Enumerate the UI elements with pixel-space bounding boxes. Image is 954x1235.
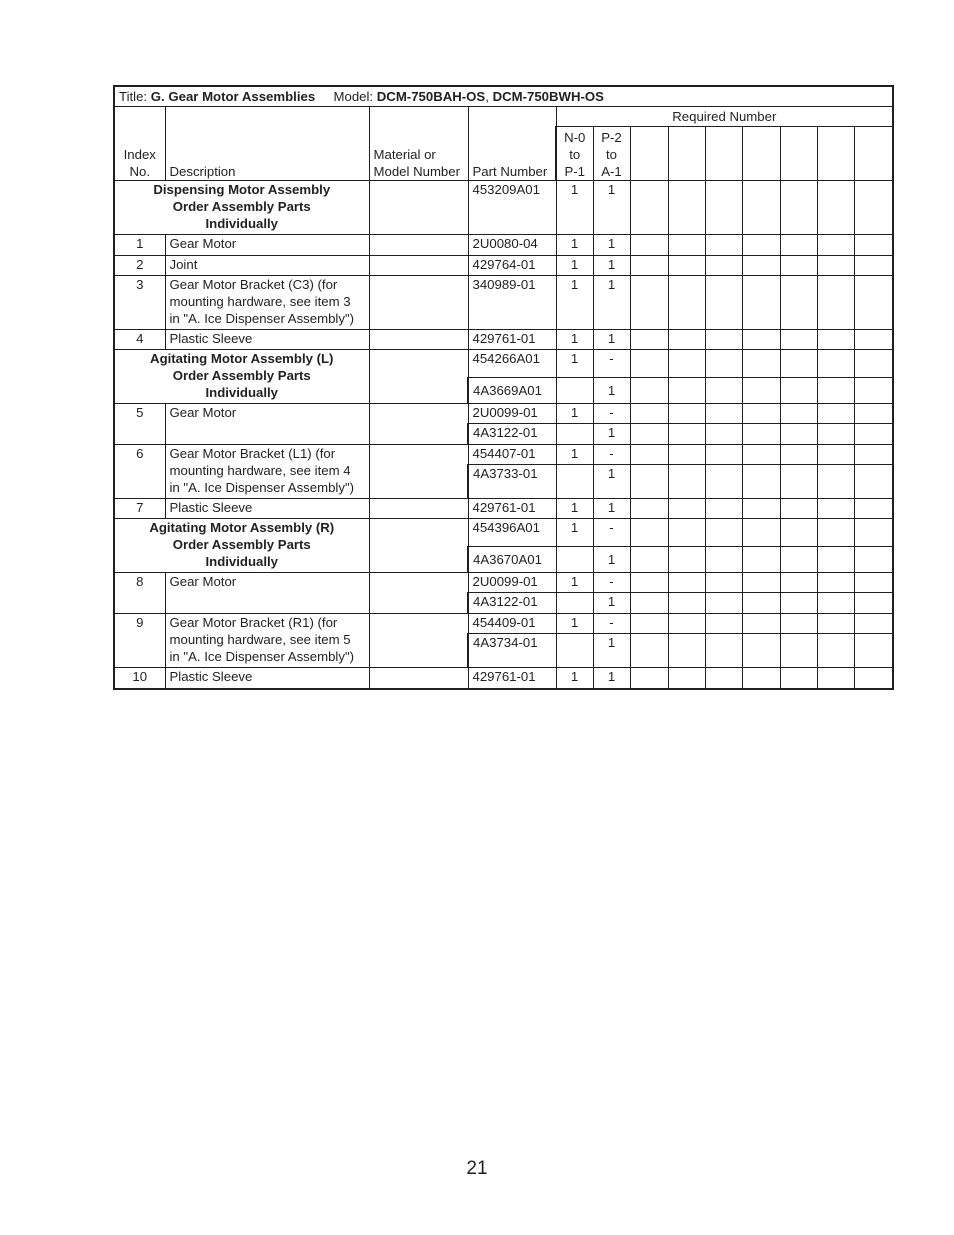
- item-index: 7: [114, 499, 165, 519]
- table-cell: [668, 547, 705, 573]
- table-cell: [705, 465, 742, 499]
- table-cell: [817, 181, 854, 235]
- model-separator: ,: [485, 89, 489, 104]
- cell-text-line: Gear Motor Bracket (R1) (for: [169, 615, 338, 630]
- cell-text-line: No.: [129, 164, 151, 179]
- table-cell: [742, 547, 780, 573]
- table-cell: [630, 404, 668, 424]
- table-cell: [780, 573, 817, 593]
- table-cell: [817, 404, 854, 424]
- table-row: [114, 330, 893, 350]
- table-cell: [630, 256, 668, 276]
- table-cell: [369, 499, 468, 519]
- table-cell: [369, 276, 468, 330]
- item-description: Plastic Sleeve: [165, 330, 369, 350]
- table-cell: [369, 668, 468, 689]
- assembly-name: [114, 350, 369, 404]
- cell-text-line: A-1: [601, 164, 622, 179]
- part-number: 4A3733-01: [468, 465, 556, 499]
- qty-p2: 1: [593, 499, 630, 519]
- cell-text-line: mounting hardware, see item 5: [169, 632, 351, 647]
- table-cell: [780, 350, 817, 378]
- table-cell: [780, 404, 817, 424]
- table-cell: [854, 235, 893, 256]
- table-cell: [817, 276, 854, 330]
- qty-p2: -: [593, 404, 630, 424]
- table-cell: [742, 573, 780, 593]
- header-p2-a1: [593, 127, 630, 181]
- qty-p2: -: [593, 519, 630, 547]
- table-cell: [705, 547, 742, 573]
- table-cell: [668, 424, 705, 445]
- cell-text-line: Gear Motor Bracket (L1) (for: [169, 446, 336, 461]
- table-cell: [630, 350, 668, 378]
- cell-text-line: Index: [123, 147, 156, 162]
- part-number: 4A3734-01: [468, 634, 556, 668]
- qty-p2: 1: [593, 593, 630, 614]
- item-index: 2: [114, 256, 165, 276]
- table-cell: [705, 445, 742, 465]
- qty-p2: -: [593, 614, 630, 634]
- cell-text-line: P-2: [601, 130, 622, 145]
- table-title: [114, 86, 893, 107]
- table-cell: [630, 235, 668, 256]
- table-cell: [780, 593, 817, 614]
- table-cell: [854, 424, 893, 445]
- qty-n0: 1: [556, 573, 593, 593]
- table-cell: [630, 519, 668, 547]
- qty-n0: 1: [556, 181, 593, 235]
- item-description: [165, 445, 369, 499]
- table-cell: [556, 465, 593, 499]
- table-cell: [817, 593, 854, 614]
- page-number: 21: [466, 1158, 488, 1179]
- cell-text-line: to: [606, 147, 617, 162]
- header-required-number: Required Number: [556, 107, 893, 127]
- header-n0-p1: [556, 127, 593, 181]
- qty-p2: 1: [593, 378, 630, 404]
- table-cell: [742, 519, 780, 547]
- qty-n0: 1: [556, 614, 593, 634]
- qty-p2: 1: [593, 547, 630, 573]
- table-cell: [742, 350, 780, 378]
- part-number: 454266A01: [468, 350, 556, 378]
- qty-p2: 1: [593, 276, 630, 330]
- part-number: 429761-01: [468, 499, 556, 519]
- table-cell: [780, 256, 817, 276]
- table-cell: [630, 573, 668, 593]
- table-cell: [668, 127, 705, 181]
- table-cell: [742, 235, 780, 256]
- qty-p2: -: [593, 445, 630, 465]
- table-cell: [854, 573, 893, 593]
- table-cell: [630, 614, 668, 634]
- table-cell: [668, 593, 705, 614]
- table-cell: [817, 519, 854, 547]
- table-cell: [742, 668, 780, 689]
- cell-text-line: Individually: [205, 216, 279, 231]
- model-label: Model:: [333, 89, 374, 104]
- item-description: Plastic Sleeve: [165, 499, 369, 519]
- table-cell: [556, 634, 593, 668]
- table-cell: [854, 499, 893, 519]
- table-cell: [817, 573, 854, 593]
- item-description: Joint: [165, 256, 369, 276]
- table-cell: [742, 181, 780, 235]
- assembly-name: [114, 519, 369, 573]
- table-cell: [854, 330, 893, 350]
- qty-n0: 1: [556, 404, 593, 424]
- table-cell: [780, 127, 817, 181]
- table-cell: [369, 256, 468, 276]
- table-cell: [369, 573, 468, 614]
- table-cell: [780, 614, 817, 634]
- table-cell: [705, 404, 742, 424]
- table-cell: [630, 465, 668, 499]
- header-row: [114, 107, 893, 127]
- table-cell: [668, 378, 705, 404]
- part-number: 4A3670A01: [468, 547, 556, 573]
- cell-text-line: N-0: [564, 130, 586, 145]
- item-description: Plastic Sleeve: [165, 668, 369, 689]
- table-cell: [854, 634, 893, 668]
- table-cell: [668, 181, 705, 235]
- table-cell: [780, 181, 817, 235]
- cell-text-line: in "A. Ice Dispenser Assembly"): [169, 311, 355, 326]
- table-cell: [780, 235, 817, 256]
- table-cell: [668, 634, 705, 668]
- table-cell: [705, 127, 742, 181]
- table-cell: [668, 235, 705, 256]
- table-cell: [817, 424, 854, 445]
- table-cell: [668, 330, 705, 350]
- table-cell: [780, 330, 817, 350]
- table-cell: [668, 519, 705, 547]
- table-row: [114, 573, 893, 593]
- assembly-row: [114, 350, 893, 378]
- table-cell: [705, 593, 742, 614]
- qty-p2: 1: [593, 330, 630, 350]
- table-cell: [705, 235, 742, 256]
- assembly-row: [114, 181, 893, 235]
- qty-n0: 1: [556, 445, 593, 465]
- table-cell: [556, 593, 593, 614]
- table-cell: [630, 445, 668, 465]
- table-cell: [705, 378, 742, 404]
- table-cell: [817, 378, 854, 404]
- item-description: Gear Motor: [165, 404, 369, 445]
- cell-text-line: to: [569, 147, 581, 162]
- table-cell: [668, 614, 705, 634]
- table-cell: [705, 181, 742, 235]
- table-cell: [742, 499, 780, 519]
- cell-text-line: mounting hardware, see item 3: [169, 294, 351, 309]
- table-cell: [630, 547, 668, 573]
- table-row: [114, 256, 893, 276]
- table-cell: [817, 547, 854, 573]
- table-cell: [854, 350, 893, 378]
- cell-text-line: Material or: [373, 147, 436, 162]
- part-number: 4A3669A01: [468, 378, 556, 404]
- table-cell: [780, 276, 817, 330]
- table-cell: [742, 445, 780, 465]
- table-cell: [780, 465, 817, 499]
- table-row: [114, 668, 893, 689]
- table-cell: [742, 634, 780, 668]
- table-cell: [780, 519, 817, 547]
- table-cell: [742, 256, 780, 276]
- table-cell: [369, 330, 468, 350]
- table-cell: [668, 256, 705, 276]
- table-cell: [817, 634, 854, 668]
- qty-p2: 1: [593, 634, 630, 668]
- part-number: 454407-01: [468, 445, 556, 465]
- table-cell: [630, 593, 668, 614]
- item-index: 1: [114, 235, 165, 256]
- table-cell: [742, 404, 780, 424]
- qty-n0: 1: [556, 235, 593, 256]
- table-cell: [854, 593, 893, 614]
- table-cell: [854, 181, 893, 235]
- table-cell: [369, 445, 468, 499]
- table-cell: [742, 330, 780, 350]
- table-cell: [668, 350, 705, 378]
- table-cell: [668, 499, 705, 519]
- qty-p2: -: [593, 350, 630, 378]
- header-material: [369, 107, 468, 181]
- table-cell: [705, 634, 742, 668]
- assembly-name: [114, 181, 369, 235]
- table-cell: [817, 127, 854, 181]
- table-cell: [630, 127, 668, 181]
- header-part-number: Part Number: [468, 107, 556, 181]
- item-index: 8: [114, 573, 165, 614]
- table-cell: [854, 445, 893, 465]
- qty-p2: -: [593, 573, 630, 593]
- part-number: 429761-01: [468, 330, 556, 350]
- table-cell: [780, 668, 817, 689]
- cell-text-line: Individually: [205, 554, 279, 569]
- cell-text-line: Gear Motor Bracket (C3) (for: [169, 277, 338, 292]
- header-index: [114, 107, 165, 181]
- qty-n0: 1: [556, 668, 593, 689]
- table-cell: [780, 499, 817, 519]
- table-cell: [742, 593, 780, 614]
- qty-n0: 1: [556, 519, 593, 547]
- table-cell: [630, 181, 668, 235]
- table-cell: [817, 330, 854, 350]
- table-cell: [630, 668, 668, 689]
- qty-p2: 1: [593, 668, 630, 689]
- part-number: 2U0080-04: [468, 235, 556, 256]
- cell-text-line: Agitating Motor Assembly (R): [149, 520, 335, 535]
- qty-n0: 1: [556, 330, 593, 350]
- cell-text-line: P-1: [564, 164, 586, 179]
- table-cell: [668, 668, 705, 689]
- item-index: 10: [114, 668, 165, 689]
- table-cell: [817, 499, 854, 519]
- table-cell: [854, 127, 893, 181]
- table-cell: [742, 378, 780, 404]
- title-label: Title:: [119, 89, 148, 104]
- qty-n0: 1: [556, 276, 593, 330]
- cell-text-line: Model Number: [373, 164, 460, 179]
- table-row: [114, 614, 893, 634]
- table-cell: [668, 276, 705, 330]
- table-cell: [556, 378, 593, 404]
- item-index: 4: [114, 330, 165, 350]
- part-number: 4A3122-01: [468, 424, 556, 445]
- table-cell: [556, 424, 593, 445]
- table-cell: [854, 668, 893, 689]
- qty-p2: 1: [593, 181, 630, 235]
- part-number: 429761-01: [468, 668, 556, 689]
- item-index: 5: [114, 404, 165, 445]
- table-cell: [742, 465, 780, 499]
- table-cell: [369, 519, 468, 573]
- part-number: 2U0099-01: [468, 404, 556, 424]
- table-cell: [369, 235, 468, 256]
- table-cell: [854, 378, 893, 404]
- table-cell: [668, 404, 705, 424]
- table-cell: [817, 445, 854, 465]
- table-cell: [705, 573, 742, 593]
- part-number: 4A3122-01: [468, 593, 556, 614]
- table-cell: [630, 499, 668, 519]
- table-cell: [369, 350, 468, 404]
- table-cell: [630, 378, 668, 404]
- table-cell: [817, 465, 854, 499]
- table-cell: [780, 378, 817, 404]
- item-description: [165, 614, 369, 668]
- table-cell: [705, 256, 742, 276]
- table-cell: [742, 424, 780, 445]
- table-cell: [369, 404, 468, 445]
- qty-p2: 1: [593, 424, 630, 445]
- part-number: 429764-01: [468, 256, 556, 276]
- table-cell: [780, 424, 817, 445]
- item-description: Gear Motor: [165, 235, 369, 256]
- table-cell: [854, 614, 893, 634]
- table-cell: [742, 614, 780, 634]
- table-cell: [817, 350, 854, 378]
- table-row: [114, 276, 893, 330]
- title-value: G. Gear Motor Assemblies: [150, 89, 316, 104]
- cell-text-line: Order Assembly Parts: [172, 199, 311, 214]
- cell-text-line: mounting hardware, see item 4: [169, 463, 351, 478]
- table-row: [114, 499, 893, 519]
- table-cell: [705, 276, 742, 330]
- table-row: [114, 404, 893, 424]
- item-index: 6: [114, 445, 165, 499]
- qty-p2: 1: [593, 256, 630, 276]
- table-cell: [854, 276, 893, 330]
- table-cell: [705, 330, 742, 350]
- table-cell: [369, 614, 468, 668]
- table-cell: [817, 256, 854, 276]
- part-number: 340989-01: [468, 276, 556, 330]
- parts-table: [113, 85, 894, 690]
- table-cell: [817, 614, 854, 634]
- table-cell: [556, 547, 593, 573]
- cell-text-line: Individually: [205, 385, 279, 400]
- cell-text-line: Order Assembly Parts: [172, 537, 311, 552]
- table-cell: [630, 330, 668, 350]
- table-cell: [705, 614, 742, 634]
- table-cell: [780, 634, 817, 668]
- table-row: [114, 235, 893, 256]
- part-number: 453209A01: [468, 181, 556, 235]
- table-cell: [705, 350, 742, 378]
- table-cell: [705, 519, 742, 547]
- qty-p2: 1: [593, 235, 630, 256]
- item-description: [165, 276, 369, 330]
- table-cell: [854, 256, 893, 276]
- table-cell: [705, 668, 742, 689]
- cell-text-line: in "A. Ice Dispenser Assembly"): [169, 480, 355, 495]
- qty-n0: 1: [556, 350, 593, 378]
- item-index: 9: [114, 614, 165, 668]
- table-cell: [668, 445, 705, 465]
- table-cell: [668, 465, 705, 499]
- table-cell: [630, 424, 668, 445]
- cell-text-line: Agitating Motor Assembly (L): [150, 351, 334, 366]
- model-1: DCM-750BAH-OS: [376, 89, 486, 104]
- table-cell: [817, 235, 854, 256]
- cell-text-line: Dispensing Motor Assembly: [153, 182, 331, 197]
- part-number: 454396A01: [468, 519, 556, 547]
- item-index: 3: [114, 276, 165, 330]
- header-description: Description: [165, 107, 369, 181]
- table-cell: [780, 547, 817, 573]
- table-cell: [705, 424, 742, 445]
- cell-text-line: in "A. Ice Dispenser Assembly"): [169, 649, 355, 664]
- part-number: 454409-01: [468, 614, 556, 634]
- qty-p2: 1: [593, 465, 630, 499]
- item-description: Gear Motor: [165, 573, 369, 614]
- table-cell: [630, 276, 668, 330]
- table-row: [114, 445, 893, 465]
- table-cell: [817, 668, 854, 689]
- assembly-row: [114, 519, 893, 547]
- table-cell: [630, 634, 668, 668]
- model-2: DCM-750BWH-OS: [492, 89, 604, 104]
- cell-text-line: Order Assembly Parts: [172, 368, 311, 383]
- qty-n0: 1: [556, 499, 593, 519]
- table-cell: [854, 404, 893, 424]
- table-cell: [780, 445, 817, 465]
- table-cell: [705, 499, 742, 519]
- qty-n0: 1: [556, 256, 593, 276]
- part-number: 2U0099-01: [468, 573, 556, 593]
- table-cell: [854, 547, 893, 573]
- table-cell: [742, 127, 780, 181]
- table-cell: [369, 181, 468, 235]
- table-cell: [854, 519, 893, 547]
- table-cell: [742, 276, 780, 330]
- table-cell: [668, 573, 705, 593]
- table-cell: [854, 465, 893, 499]
